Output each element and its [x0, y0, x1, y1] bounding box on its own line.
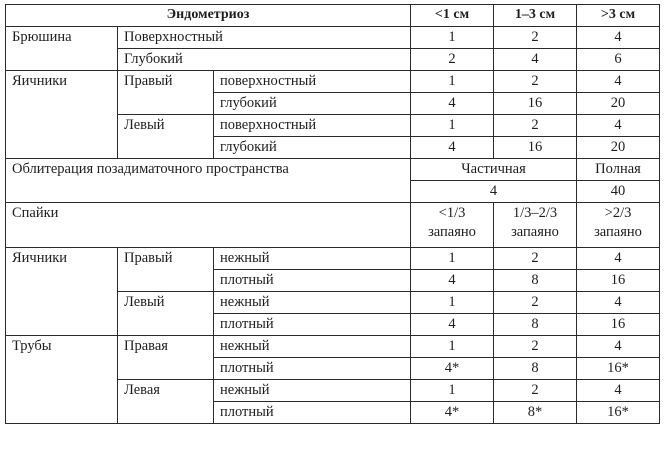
score-cell: 16*	[577, 358, 660, 380]
header-line: 1/3–2/3	[512, 205, 558, 221]
score-cell: 2	[494, 27, 577, 49]
obliteration-partial-value: 4	[411, 181, 577, 203]
row-label: поверхностный	[214, 71, 411, 93]
row-label: плотный	[214, 314, 411, 336]
score-cell: 16*	[577, 402, 660, 424]
row-label: нежный	[214, 292, 411, 314]
table-row	[6, 248, 660, 270]
row-label: Глубокий	[118, 49, 411, 71]
row-label: поверхностный	[214, 115, 411, 137]
header-gt-2-3-sealed	[577, 203, 660, 248]
score-cell: 4	[577, 248, 660, 270]
score-cell: 1	[411, 71, 494, 93]
score-cell: 2	[494, 115, 577, 137]
row-group-ovaries: Яичники	[6, 71, 118, 159]
header-line: запаяно	[511, 224, 559, 240]
adhesions-header-row	[6, 203, 660, 248]
score-cell: 4	[494, 49, 577, 71]
score-cell: 2	[494, 336, 577, 358]
score-cell: 4	[577, 292, 660, 314]
row-label: Поверхностный	[118, 27, 411, 49]
header-line: запаяно	[428, 224, 476, 240]
header-gt-3cm: >3 см	[577, 5, 660, 27]
score-cell: 4	[577, 336, 660, 358]
row-subgroup-right: Правая	[118, 336, 214, 380]
score-cell: 2	[494, 380, 577, 402]
row-subgroup-right: Правый	[118, 71, 214, 115]
table-row	[6, 336, 660, 358]
score-cell: 16	[577, 314, 660, 336]
row-subgroup-left: Левый	[118, 115, 214, 159]
row-group-tubes: Трубы	[6, 336, 118, 424]
header-row	[6, 5, 660, 27]
score-cell: 4	[577, 115, 660, 137]
score-cell: 1	[411, 115, 494, 137]
score-cell: 4	[577, 27, 660, 49]
score-cell: 4	[577, 380, 660, 402]
table-row	[6, 71, 660, 93]
score-cell: 8	[494, 358, 577, 380]
obliteration-complete-label: Полная	[577, 159, 660, 181]
header-lt-1-3-sealed	[411, 203, 494, 248]
score-cell: 8	[494, 270, 577, 292]
header-1-3cm: 1–3 см	[494, 5, 577, 27]
score-cell: 2	[494, 248, 577, 270]
score-cell: 20	[577, 137, 660, 159]
score-cell: 4	[411, 314, 494, 336]
header-line: <1/3	[438, 205, 466, 221]
score-cell: 1	[411, 292, 494, 314]
obliteration-partial-label: Частичная	[411, 159, 577, 181]
row-subgroup-right: Правый	[118, 248, 214, 292]
table-row	[6, 159, 660, 181]
header-line: >2/3	[604, 205, 632, 221]
score-cell: 16	[577, 270, 660, 292]
header-lt-1cm: <1 см	[411, 5, 494, 27]
score-cell: 8*	[494, 402, 577, 424]
endometriosis-scoring-table	[5, 4, 660, 424]
row-subgroup-left: Левая	[118, 380, 214, 424]
score-cell: 4*	[411, 358, 494, 380]
row-label: нежный	[214, 380, 411, 402]
row-label: нежный	[214, 336, 411, 358]
row-label: плотный	[214, 358, 411, 380]
row-label: плотный	[214, 270, 411, 292]
score-cell: 4	[411, 93, 494, 115]
score-cell: 1	[411, 248, 494, 270]
row-label: глубокий	[214, 93, 411, 115]
score-cell: 2	[411, 49, 494, 71]
header-endometriosis: Эндометриоз	[6, 5, 411, 27]
row-label: нежный	[214, 248, 411, 270]
row-label: глубокий	[214, 137, 411, 159]
score-cell: 1	[411, 380, 494, 402]
row-subgroup-left: Левый	[118, 292, 214, 336]
row-group-adhesion-ovaries: Яичники	[6, 248, 118, 336]
table-row	[6, 27, 660, 49]
score-cell: 4	[411, 137, 494, 159]
score-cell: 16	[494, 93, 577, 115]
score-cell: 20	[577, 93, 660, 115]
adhesions-title: Спайки	[6, 203, 411, 248]
row-label: плотный	[214, 402, 411, 424]
score-cell: 1	[411, 336, 494, 358]
score-cell: 6	[577, 49, 660, 71]
header-1-3-to-2-3-sealed	[494, 203, 577, 248]
score-cell: 4*	[411, 402, 494, 424]
header-line: запаяно	[594, 224, 642, 240]
score-cell: 16	[494, 137, 577, 159]
score-cell: 1	[411, 27, 494, 49]
row-group-peritoneum: Брюшина	[6, 27, 118, 71]
score-cell: 2	[494, 292, 577, 314]
score-cell: 8	[494, 314, 577, 336]
score-cell: 4	[411, 270, 494, 292]
row-obliteration-label: Облитерация позадиматочного пространства	[6, 159, 411, 203]
score-cell: 2	[494, 71, 577, 93]
score-cell: 4	[577, 71, 660, 93]
obliteration-complete-value: 40	[577, 181, 660, 203]
